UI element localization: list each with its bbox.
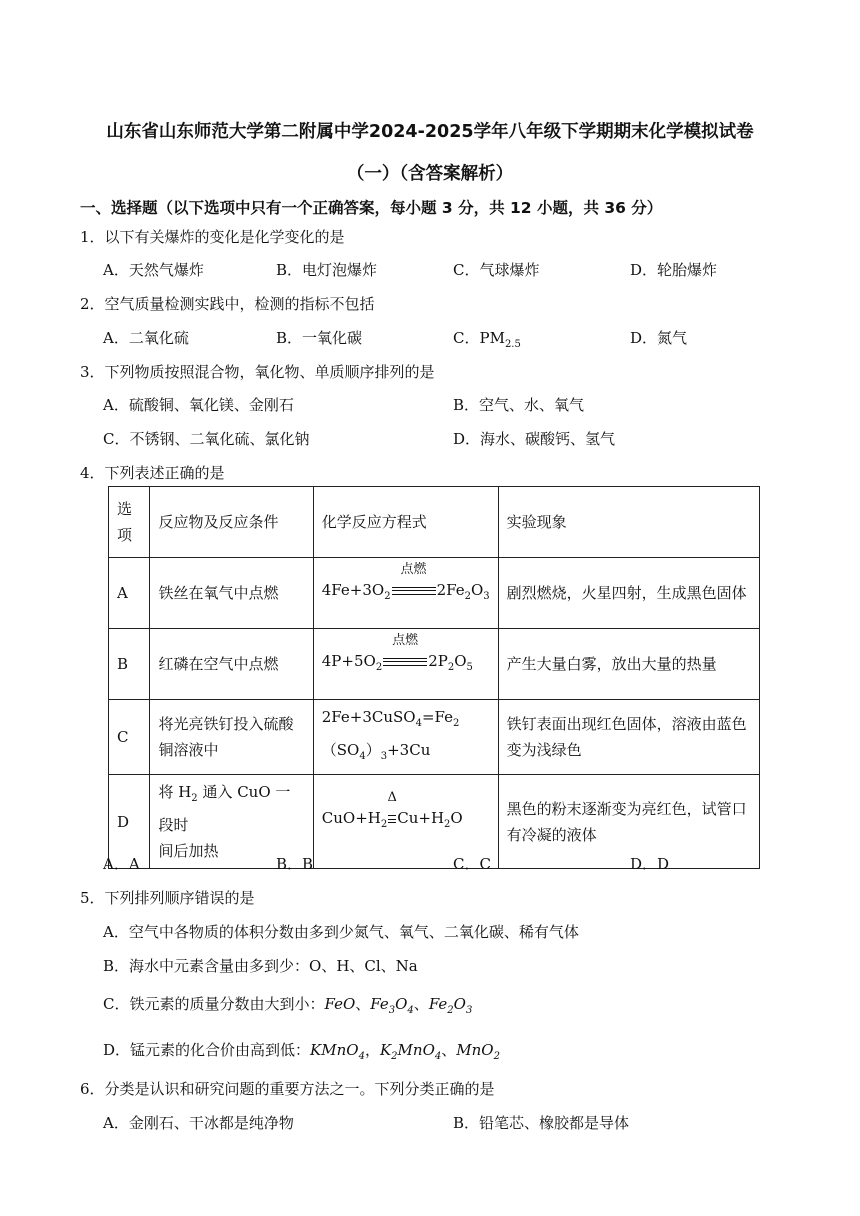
q2-option-b: B．一氧化碳	[276, 329, 363, 347]
row-a-phenomenon: 剧烈燃烧，火星四射，生成黑色固体	[498, 558, 759, 629]
q2-option-d: D．氮气	[630, 329, 688, 347]
row-b-condition: 红磷在空气中点燃	[150, 629, 313, 700]
q3-option-b: B．空气、水、氧气	[453, 396, 585, 414]
row-c-phenomenon: 铁钉表面出现红色固体，溶液由蓝色 变为浅绿色	[498, 700, 759, 775]
q5-option-a: A．空气中各物质的体积分数由多到少氮气、氧气、二氧化碳、稀有气体	[103, 923, 579, 941]
q6-option-a: A．金刚石、干冰都是纯净物	[103, 1114, 294, 1132]
q5-option-b: B．海水中元素含量由多到少：O、H、Cl、Na	[103, 957, 418, 975]
table-row	[109, 629, 760, 700]
q6-option-b: B．铅笔芯、橡胶都是导体	[453, 1114, 630, 1132]
row-b-phenomenon: 产生大量白雾，放出大量的热量	[498, 629, 759, 700]
table-header-row	[109, 487, 760, 558]
row-d-phenomenon: 黑色的粉末逐渐变为亮红色，试管口 有冷凝的液体	[498, 775, 759, 869]
question-4-stem: 4．下列表述正确的是	[80, 464, 225, 482]
table-header-equation: 化学反应方程式	[313, 487, 498, 558]
question-1-stem: 1．以下有关爆炸的变化是化学变化的是	[80, 228, 345, 246]
page-title: 山东省山东师范大学第二附属中学2024-2025学年八年级下学期期末化学模拟试卷	[106, 122, 754, 142]
question-5-stem: 5．下列排列顺序错误的是	[80, 889, 255, 907]
q5-c-formula-3: $Fe_2O_3$	[428, 995, 473, 1016]
table-header-phenomenon: 实验现象	[498, 487, 759, 558]
q5-c-formula-1: FeO	[324, 995, 356, 1013]
q5-d-formula-3: MnO$_2$	[456, 1041, 500, 1062]
reaction-table	[108, 486, 760, 869]
q5-c-formula-2: $Fe_3O_4$	[370, 995, 414, 1016]
q4-option-b: B．B	[276, 855, 314, 873]
page-subtitle: （一）（含答案解析）	[346, 164, 514, 184]
row-b-equation: $4P+5O_2$ 点燃 $2P_2O_5$	[313, 629, 498, 700]
q5-d-formula-2: $K_2MnO_4$	[379, 1041, 442, 1062]
row-c-condition: 将光亮铁钉投入硫酸 铜溶液中	[150, 700, 313, 775]
q3-option-d: D．海水、碳酸钙、氢气	[453, 430, 616, 448]
q1-option-a: A．天然气爆炸	[103, 261, 204, 279]
q1-option-b: B．电灯泡爆炸	[276, 261, 378, 279]
q2-option-a: A．二氧化硫	[103, 329, 189, 347]
row-b-option: B	[109, 629, 150, 700]
row-c-option: C	[109, 700, 150, 775]
q5-d-formula-1: KMnO$_4$	[310, 1041, 365, 1062]
row-d-option: D	[109, 775, 150, 869]
q4-option-d: D．D	[630, 855, 670, 873]
q4-option-a: A．A	[103, 855, 140, 873]
question-2-stem: 2．空气质量检测实践中，检测的指标不包括	[80, 295, 375, 313]
q2-option-c: C．$PM_{2.5}$	[453, 329, 521, 350]
row-a-condition: 铁丝在氧气中点燃	[150, 558, 313, 629]
table-row	[109, 558, 760, 629]
row-d-condition: 将 $H_2$ 通入 CuO 一段时 间后加热	[150, 775, 313, 869]
section-heading: 一、选择题（以下选项中只有一个正确答案，每小题 3 分，共 12 小题，共 36 分）	[80, 199, 663, 217]
table-header-condition: 反应物及反应条件	[150, 487, 313, 558]
q5-option-d: D．锰元素的化合价由高到低：KMnO$_4$，$K_2MnO_4$、MnO$_2$	[103, 1041, 500, 1062]
question-6-stem: 6．分类是认识和研究问题的重要方法之一。下列分类正确的是	[80, 1080, 495, 1098]
row-a-option: A	[109, 558, 150, 629]
q1-option-c: C．气球爆炸	[453, 261, 540, 279]
row-a-equation: $4Fe+3O_2$ 点燃 $2Fe_2O_3$	[313, 558, 498, 629]
table-header-option: 选 项	[109, 487, 150, 558]
row-d-equation: $CuO+H_2$ Δ $Cu+H_2O$	[313, 775, 498, 869]
q3-option-a: A．硫酸铜、氧化镁、金刚石	[103, 396, 294, 414]
q4-option-c: C．C	[453, 855, 491, 873]
table-row	[109, 700, 760, 775]
q1-option-d: D．轮胎爆炸	[630, 261, 718, 279]
q3-option-c: C．不锈钢、二氧化硫、氯化钠	[103, 430, 310, 448]
row-c-equation: $2Fe+3CuSO_4=Fe_2$ $(SO_4)_3+3Cu$	[313, 700, 498, 775]
question-3-stem: 3．下列物质按照混合物，氧化物、单质顺序排列的是	[80, 363, 435, 381]
q5-option-c: C．铁元素的质量分数由大到小：FeO、$Fe_3O_4$、$Fe_2O_3$	[103, 995, 473, 1016]
